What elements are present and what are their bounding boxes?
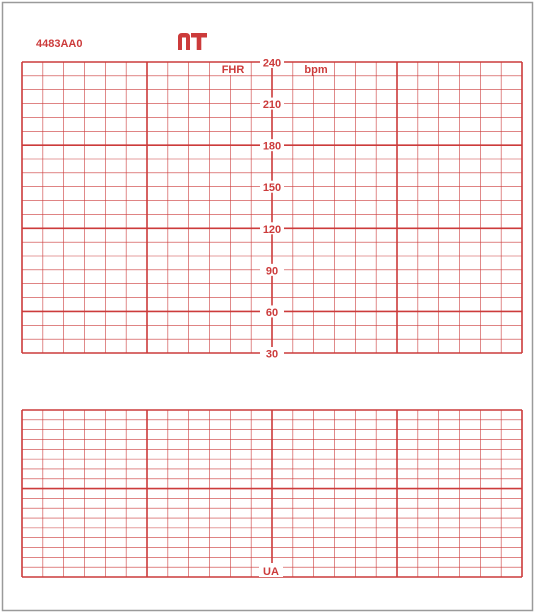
fhr-scale-label: 30 xyxy=(265,348,279,361)
fhr-scale-label: 180 xyxy=(262,140,282,153)
fhr-label: FHR xyxy=(221,64,245,76)
fhr-scale-label: 120 xyxy=(262,223,282,236)
ua-label: UA xyxy=(263,566,279,578)
fhr-scale-label: 210 xyxy=(262,99,282,112)
form-code: 4483AA0 xyxy=(36,38,83,50)
ua-title xyxy=(259,563,283,578)
fhr-unit: bpm xyxy=(304,64,328,76)
fhr-scale-label: 150 xyxy=(262,182,282,195)
fhr-scale-label: 90 xyxy=(265,265,279,278)
fhr-scale-label: 60 xyxy=(265,306,279,319)
fhr-scale-label: 240 xyxy=(262,57,282,70)
